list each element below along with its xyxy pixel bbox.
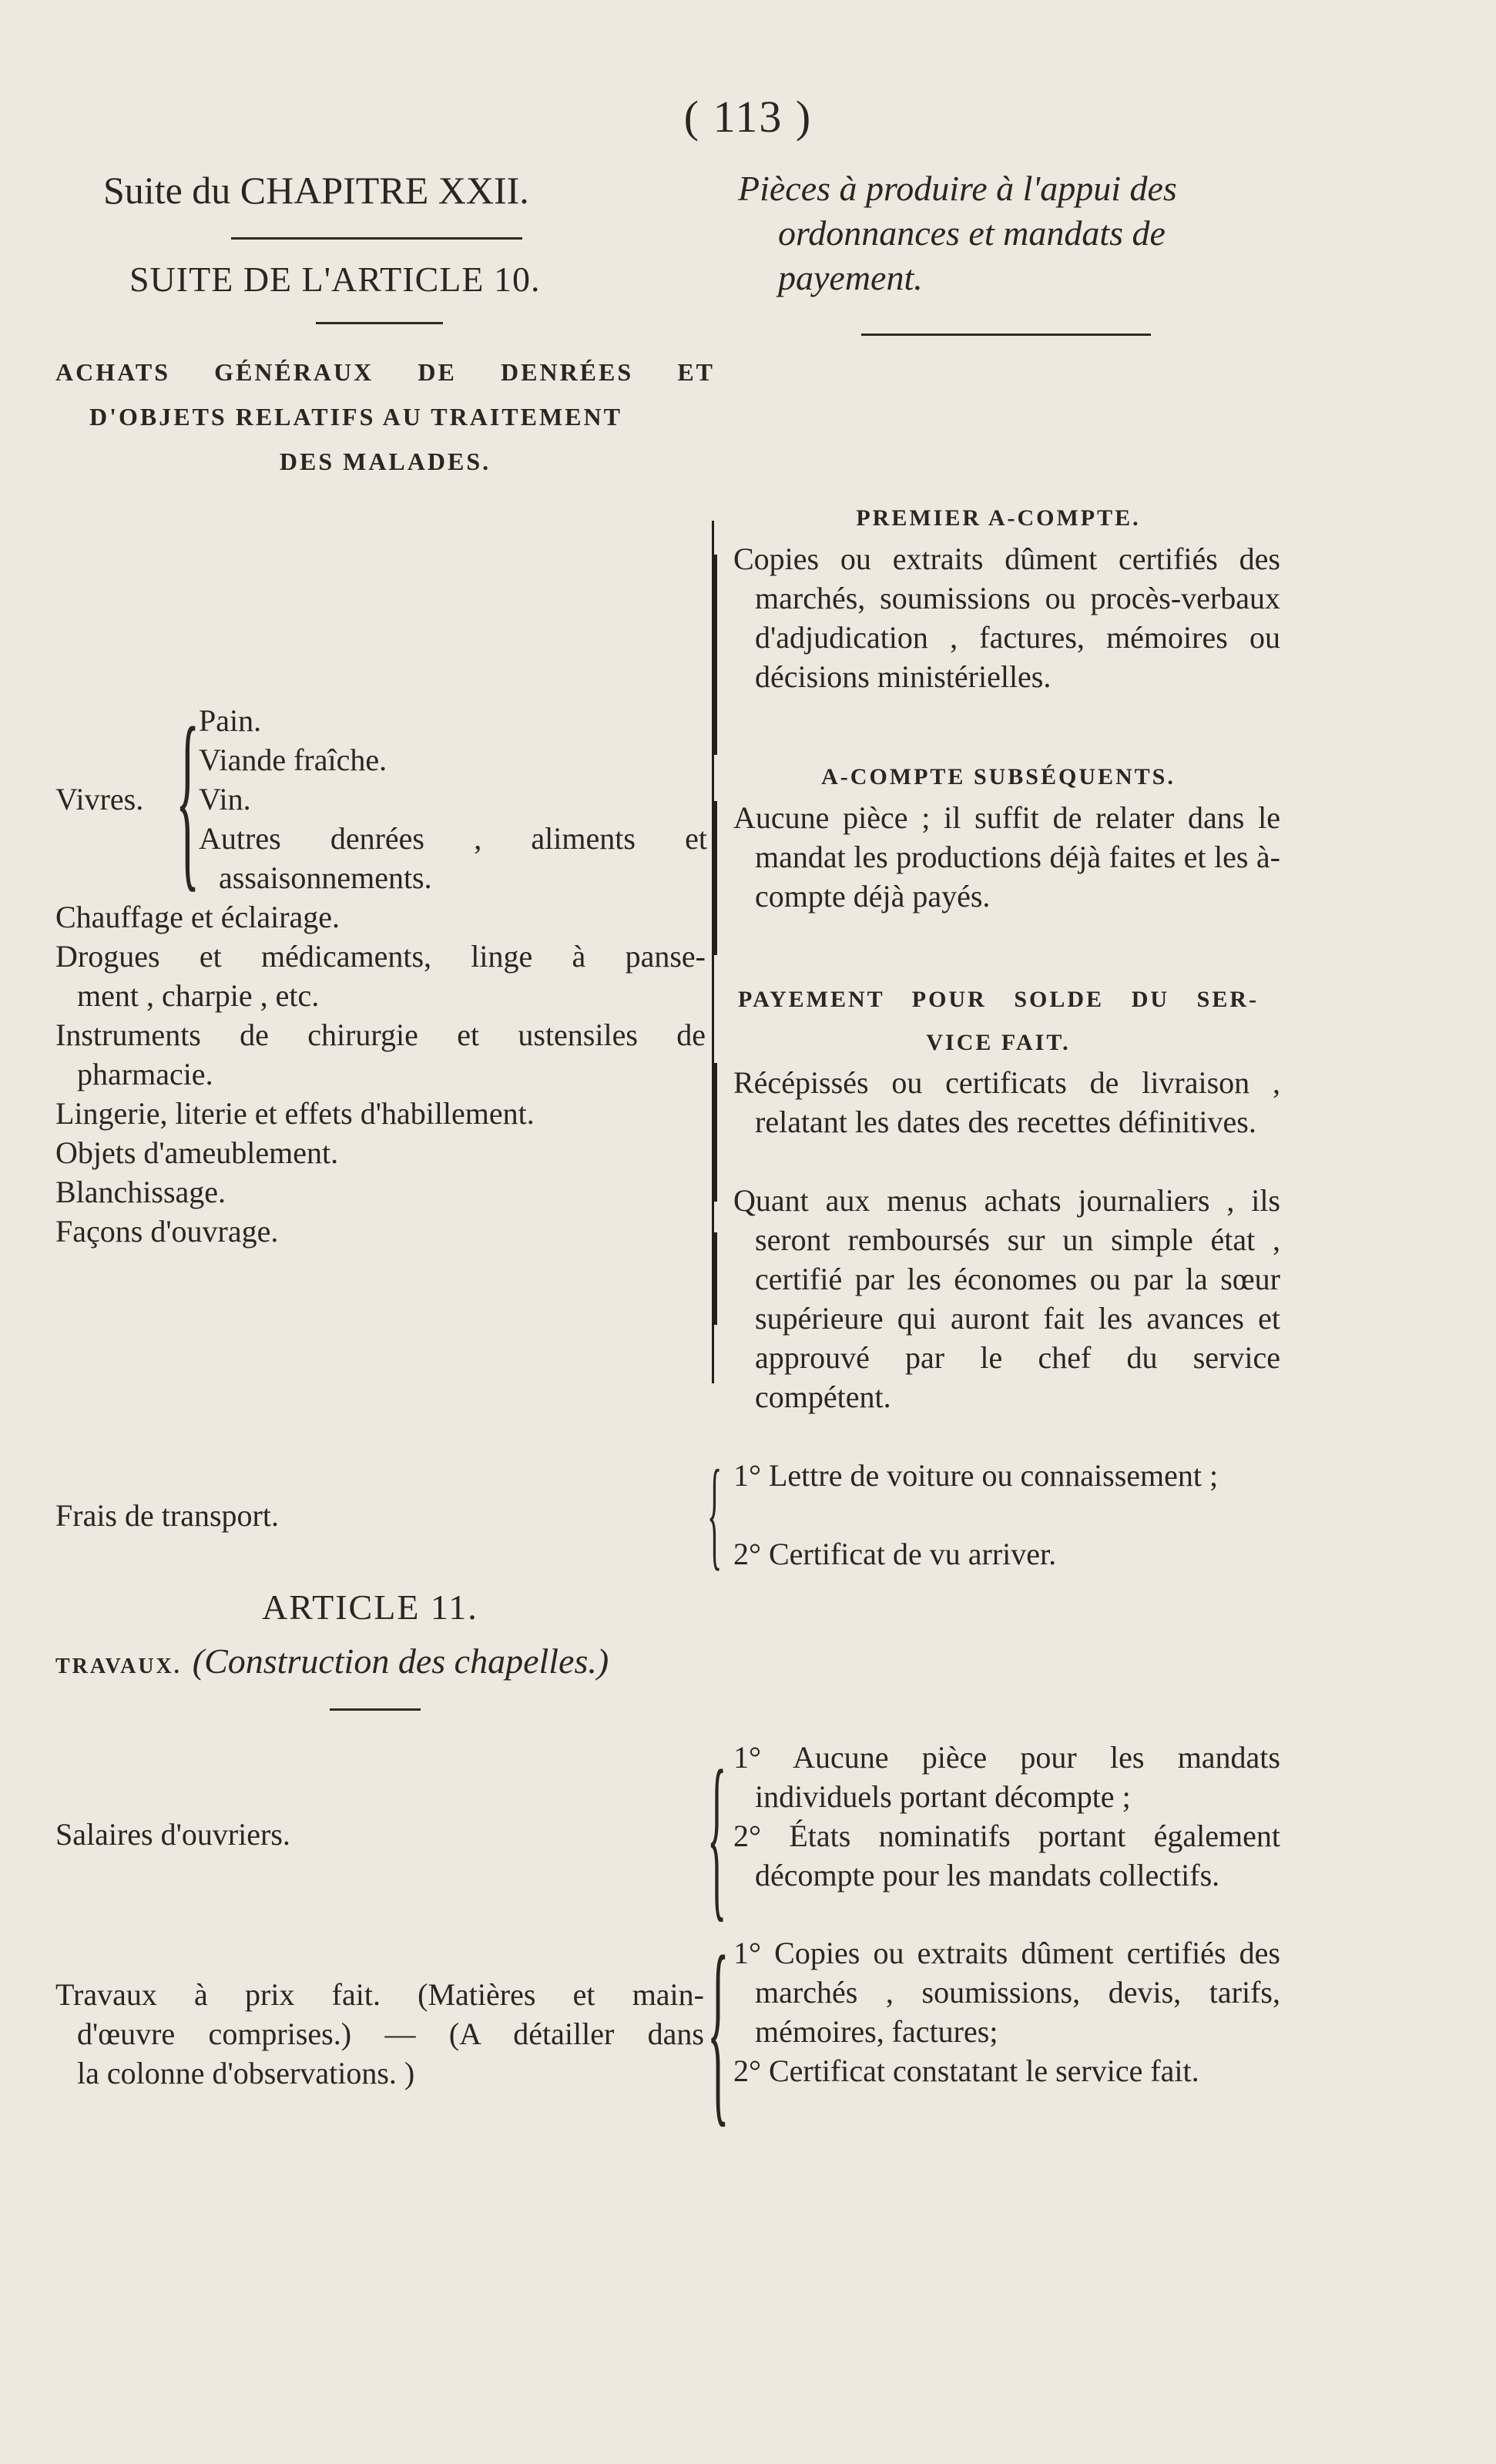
payement-solde-heading-line-1: PAYEMENT POUR SOLDE DU SER- (738, 987, 1259, 1012)
right-column-heading (738, 166, 1262, 300)
left-item: Instruments de chirurgie et ustensiles de (55, 1017, 706, 1052)
acompte-subsequents-text: Aucune pièce ; il suffit de relater dans le mandat les productions déjà faites et les à-compte déjà payés. (733, 800, 1280, 914)
left-item: Drogues et médicaments, linge à panse- (55, 939, 706, 974)
travaux-heading (55, 1641, 609, 1681)
vivres-item: Vin. (199, 782, 251, 816)
transport-piece-1: 1° Lettre de voiture ou connaissement ; (733, 1458, 1219, 1493)
travaux-prix-line: la colonne d'observations. ) (77, 2056, 415, 2090)
transport-brace: { (707, 1444, 723, 1581)
column-separator-thick (712, 1063, 717, 1202)
chapter-heading: Suite du CHAPITRE XXII. (103, 169, 529, 212)
travaux-piece-1: 1° Copies ou extraits dûment certifiés des marchés , soumissions, devis, tarifs, mémoires, factures; (733, 1936, 1280, 2049)
premier-acompte-text: Copies ou extraits dûment certifiés des marchés, soumissions ou procès-verbaux d'adjudication , factures, mémoires ou décisions ministérielles. (733, 541, 1280, 694)
section-title-line-3: DES MALADES. (279, 448, 491, 475)
payement-solde-heading (738, 978, 1259, 1064)
travaux-label: TRAVAUX. (55, 1654, 182, 1678)
vivres-label: Vivres. (55, 782, 144, 816)
left-item: Objets d'ameublement. (55, 1135, 339, 1170)
article-rule (316, 322, 443, 324)
section-title (55, 350, 715, 484)
vivres-item: Viande fraîche. (199, 743, 387, 777)
left-item: Façons d'ouvrage. (55, 1214, 279, 1249)
left-item-continued: pharmacie. (77, 1057, 213, 1091)
travaux-piece-2: 2° Certificat constatant le service fait. (733, 2053, 1199, 2088)
left-item: Chauffage et éclairage. (55, 900, 340, 934)
travaux-prix-line: Travaux à prix fait. (Matières et main- (55, 1977, 704, 2012)
travaux-brace: { (707, 1914, 730, 2144)
left-item: Lingerie, literie et effets d'habillement. (55, 1096, 535, 1131)
article-heading: SUITE DE L'ARTICLE 10. (129, 260, 541, 299)
premier-acompte-heading: PREMIER A-COMPTE. (856, 505, 1141, 531)
chapter-rule (231, 237, 522, 240)
salaires-ouvriers: Salaires d'ouvriers. (55, 1817, 290, 1852)
vivres-brace: { (176, 687, 200, 909)
acompte-subsequents-heading: A-COMPTE SUBSÉQUENTS. (821, 764, 1176, 789)
vivres-item-continued: assaisonnements. (219, 860, 432, 895)
payement-solde-heading-line-2: VICE FAIT. (926, 1030, 1071, 1055)
column-separator-thick (712, 555, 717, 755)
salaires-piece-2: 2° États nominatifs portant également décompte pour les mandats collectifs. (733, 1819, 1280, 1892)
frais-transport: Frais de transport. (55, 1498, 279, 1533)
salaires-piece-1: 1° Aucune pièce pour les mandats individuels portant décompte ; (733, 1740, 1280, 1814)
section-title-line-2: D'OBJETS RELATIFS AU TRAITEMENT (89, 403, 622, 431)
travaux-subtitle: (Construction des chapelles.) (192, 1641, 609, 1681)
right-heading-rule (861, 334, 1151, 336)
page-number: ( 113 ) (683, 92, 813, 142)
salaires-brace: { (707, 1732, 727, 1937)
payement-solde-text-1: Récépissés ou certificats de livraison , relatant les dates des recettes définitives. (733, 1065, 1280, 1139)
travaux-prix-line: d'œuvre comprises.) — (A détailler dans (77, 2016, 704, 2051)
section-title-line-1: ACHATS GÉNÉRAUX DE DENRÉES ET (55, 358, 715, 386)
transport-piece-2: 2° Certificat de vu arriver. (733, 1537, 1057, 1571)
left-item-continued: ment , charpie , etc. (77, 978, 320, 1013)
column-separator-thick (712, 1232, 717, 1325)
left-item: Blanchissage. (55, 1175, 226, 1209)
article-11-rule (330, 1708, 421, 1711)
right-heading-line-3: payement. (778, 258, 923, 297)
right-heading-line-2: ordonnances et mandats de (778, 213, 1166, 253)
article-11-title: ARTICLE 11. (262, 1587, 478, 1627)
right-heading-line-1: Pièces à produire à l'appui des (738, 169, 1177, 208)
vivres-item: Autres denrées , aliments et (199, 821, 707, 856)
payement-solde-text-2: Quant aux menus achats journaliers , ils seront remboursés sur un simple état , certifié par les économes ou par la sœur supérieure qui auront fait les avances et approuvé par le chef du service compétent. (733, 1183, 1280, 1414)
vivres-item: Pain. (199, 703, 262, 738)
column-separator-thick (712, 801, 717, 955)
